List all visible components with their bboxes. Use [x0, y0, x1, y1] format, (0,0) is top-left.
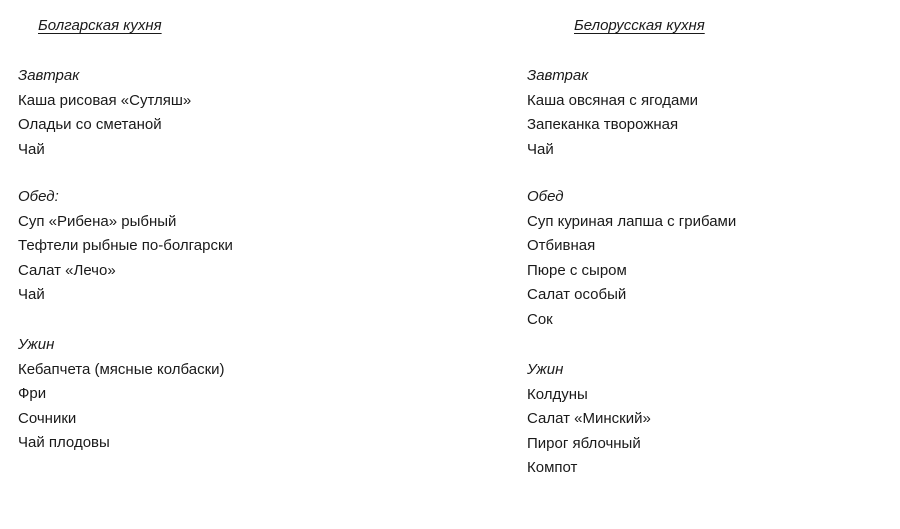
- dish: Чай плодовы: [18, 434, 110, 451]
- bulgarian-lunch-section: [18, 185, 233, 308]
- belarusian-lunch-title: Обед: [527, 188, 564, 205]
- dish: Компот: [527, 459, 578, 476]
- belarusian-dinner-section: [527, 358, 651, 481]
- dish: Салат «Лечо»: [18, 261, 116, 279]
- bulgarian-lunch-title: Обед:: [18, 188, 59, 205]
- dish: Запеканка творожная: [527, 116, 679, 133]
- dish: Чай: [18, 286, 45, 303]
- dish: Чай: [527, 140, 554, 158]
- dish: Фри: [18, 385, 47, 402]
- bulgarian-dinner-title: Ужин: [18, 336, 55, 353]
- dish: Сок: [527, 310, 553, 328]
- dish: Кебапчета (мясные колбаски): [18, 360, 225, 378]
- dish: Чай: [18, 140, 45, 158]
- dish: Сочники: [18, 409, 77, 427]
- dish: Каша овсяная с ягодами: [527, 91, 699, 109]
- belarusian-breakfast-section: [527, 64, 698, 162]
- bulgarian-cuisine-title: Болгарская кухня: [38, 17, 162, 34]
- belarusian-cuisine-title: Белорусская кухня: [574, 17, 705, 34]
- dish: Каша рисовая «Сутляш»: [18, 91, 192, 109]
- bulgarian-dinner-section: [18, 333, 225, 456]
- dish: Суп куриная лапша с грибами: [527, 212, 737, 230]
- dish: Оладьи со сметаной: [18, 116, 162, 133]
- belarusian-dinner-title: Ужин: [527, 361, 564, 378]
- bulgarian-breakfast-section: [18, 64, 191, 162]
- dish: Тефтели рыбные по-болгарски: [18, 237, 233, 254]
- dish: Пюре с сыром: [527, 261, 627, 279]
- dish: Салат особый: [527, 286, 627, 303]
- dish: Пирог яблочный: [527, 434, 641, 452]
- bulgarian-breakfast-title: Завтрак: [18, 67, 80, 84]
- dish: Отбивная: [527, 237, 596, 254]
- belarusian-lunch-section: [527, 185, 736, 332]
- belarusian-breakfast-title: Завтрак: [527, 67, 589, 84]
- dish: Колдуны: [527, 385, 588, 403]
- dish: Суп «Рибена» рыбный: [18, 212, 177, 230]
- dish: Салат «Минский»: [527, 410, 651, 427]
